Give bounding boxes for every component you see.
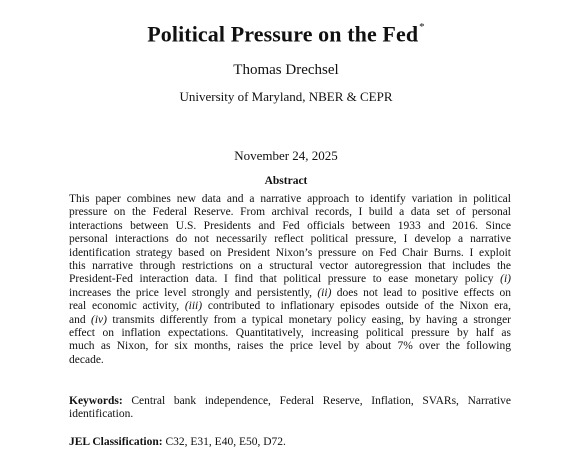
- abstract-heading: Abstract: [264, 175, 308, 187]
- abstract-line-text: contributed to inflationary episodes outside of the Nixon era,: [202, 300, 511, 313]
- keywords-section: [69, 395, 511, 422]
- enumeration-marker: (i): [500, 273, 511, 286]
- keywords-line: [69, 395, 511, 408]
- abstract-line-text: transmits differently from a typical monetary policy easing, by having a stronger: [106, 313, 511, 326]
- enumeration-marker: (ii): [317, 286, 332, 299]
- abstract-line: effect on inflation expectations. Quantitatively, increasing political pressure by half as: [69, 327, 511, 340]
- enumeration-marker: (iv): [91, 313, 107, 326]
- abstract-line: pressure on the Federal Reserve. From archival records, I build a data set of personal: [69, 206, 511, 219]
- jel-label: JEL Classification:: [69, 436, 163, 448]
- abstract-line: this narrative through restrictions on a structural vector autoregression that includes the: [69, 260, 511, 273]
- abstract-line-text: President-Fed interaction data. I find that political pressure to ease monetary policy: [69, 273, 501, 286]
- abstract-line-text: real economic activity,: [69, 300, 185, 313]
- jel-codes: C32, E31, E40, E50, D72.: [162, 436, 286, 448]
- abstract-line: personal interactions do not necessarily reflect political pressure, I develop a narrative: [69, 233, 511, 246]
- abstract-line: interactions between U.S. Presidents and Fed officials between 1933 and 2016. Since: [69, 219, 511, 232]
- jel-classification: [69, 436, 511, 449]
- abstract-line: identification strategy based on President Nixon’s pressure on Fed Chair Burns. I exploit: [69, 246, 511, 259]
- abstract-line-text: does not lead to positive effects on: [331, 286, 511, 299]
- abstract-line-text: and: [69, 313, 92, 326]
- author-name: Thomas Drechsel: [233, 62, 339, 78]
- author-affiliation: University of Maryland, NBER & CEPR: [179, 89, 393, 104]
- abstract-line: [69, 300, 511, 313]
- paper-title: [0, 17, 572, 47]
- paper-date: November 24, 2025: [234, 148, 338, 163]
- keywords-label: Keywords:: [69, 395, 123, 407]
- abstract-line: This paper combines new data and a narrative approach to identify variation in political: [69, 193, 511, 205]
- abstract-line: much as Nixon, for six months, raises the price level by about 7% over the following: [69, 340, 511, 353]
- keywords-text: Central bank independence, Federal Reserve, Inflation, SVARs, Narrative: [122, 395, 511, 407]
- abstract-line-text: increases the price level strongly and persistently,: [69, 286, 318, 299]
- abstract-line: decade.: [69, 353, 104, 366]
- enumeration-marker: (iii): [184, 300, 203, 313]
- title-footnote-mark: *: [419, 21, 425, 33]
- abstract-line: [69, 287, 511, 300]
- paper-title-text: Political Pressure on the Fed: [147, 21, 419, 47]
- abstract-line: [69, 314, 511, 327]
- abstract-line: [69, 273, 511, 286]
- keywords-line: identification.: [69, 408, 134, 421]
- abstract-body: [69, 193, 511, 367]
